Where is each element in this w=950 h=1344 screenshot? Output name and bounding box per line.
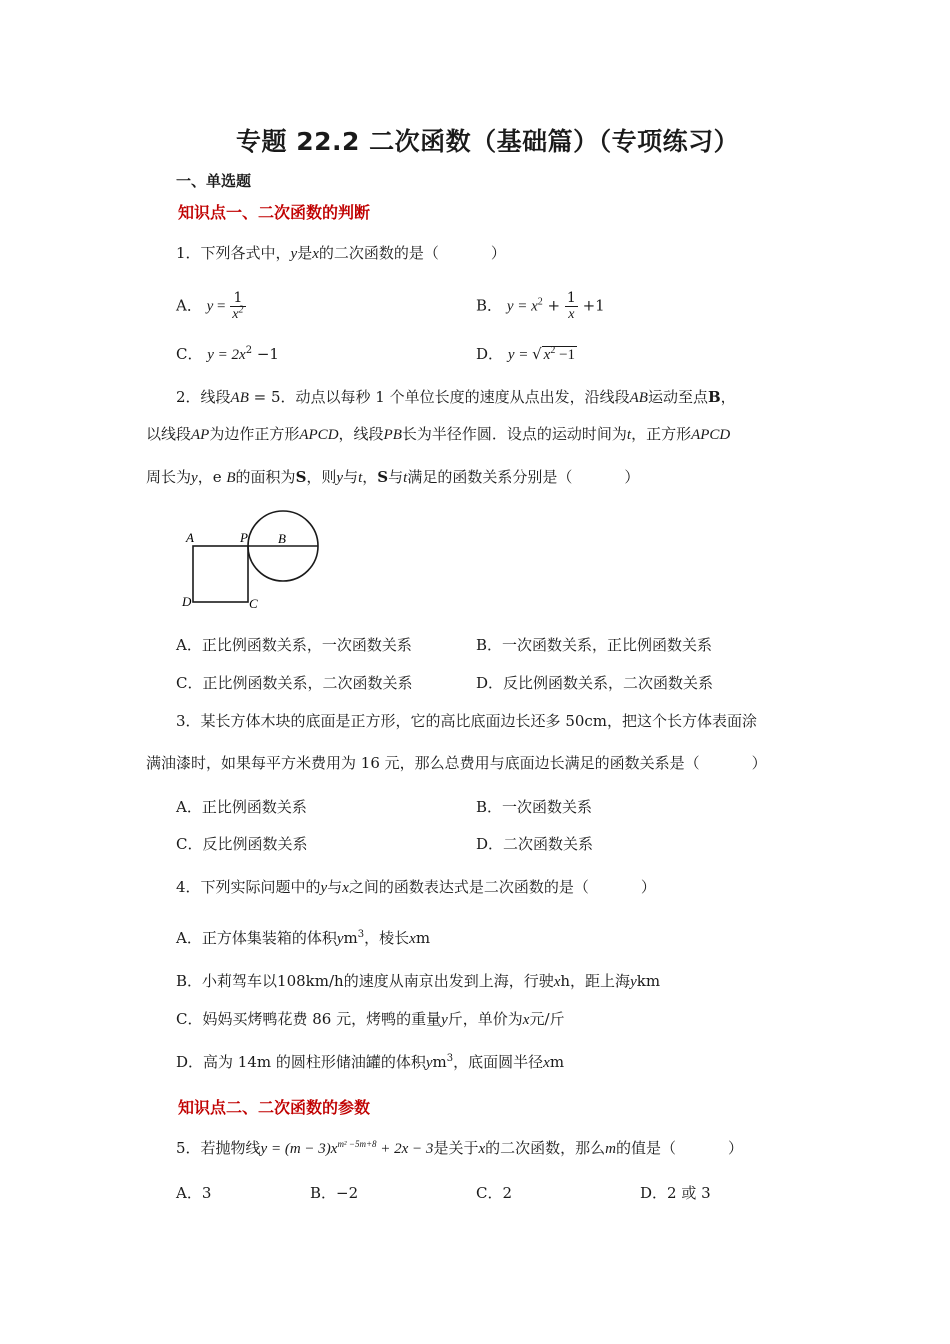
math: x xyxy=(342,880,349,896)
circle-symbol: e xyxy=(212,468,222,486)
label-b: B xyxy=(278,531,286,546)
math: y xyxy=(336,931,344,947)
exponent: 2 xyxy=(238,304,244,316)
q5-option-c[interactable]: C．2 xyxy=(476,1184,513,1202)
q2-text: 的面积为 xyxy=(235,468,296,486)
q4-text: 斤，单价为 xyxy=(447,1010,523,1028)
q5-text: 的二次函数，那么 xyxy=(485,1139,606,1157)
math: +1 xyxy=(577,296,605,315)
math: t xyxy=(358,470,363,486)
math: x xyxy=(478,1141,486,1157)
math: PB xyxy=(383,427,402,443)
math: −1 xyxy=(252,345,279,363)
math: y xyxy=(630,974,637,990)
math: S xyxy=(295,468,307,486)
q1-option-c[interactable] xyxy=(176,343,279,364)
q4-text: 之间的函数表达式是二次函数的是（ xyxy=(348,878,589,896)
option-label: C． xyxy=(176,345,203,363)
math: m xyxy=(605,1141,616,1157)
math: y = 2x xyxy=(207,347,246,363)
q3-close-paren: ） xyxy=(751,754,767,772)
q4-text: ，底面圆半径 xyxy=(453,1053,544,1071)
math: + xyxy=(542,296,561,315)
option-label: B． xyxy=(476,296,503,315)
q2-option-b[interactable]: B．一次函数关系，正比例函数关系 xyxy=(476,636,713,654)
q2-text: 满足的函数关系分别是（ xyxy=(407,468,573,486)
q4-option-d[interactable] xyxy=(176,1051,564,1072)
q4-text: 的速度从南京出发到上海，行驶 xyxy=(343,972,554,990)
unit: m xyxy=(549,1053,565,1071)
q2-text: 为边作正方形 xyxy=(209,425,300,443)
q4-close-paren: ） xyxy=(640,878,656,896)
question-5-stem xyxy=(176,1137,743,1158)
q2-option-d[interactable]: D．反比例函数关系，二次函数关系 xyxy=(476,674,714,692)
question-3-line-1: 3．某长方体木块的底面是正方形，它的高比底面边长还多 50cm，把这个长方体表面涂 xyxy=(176,712,758,730)
exponent: 2 xyxy=(245,345,253,356)
sqrt-sign: √ xyxy=(532,345,542,363)
exponent: m² −5m+8 xyxy=(337,1139,377,1149)
q4-text: 元/斤 xyxy=(529,1010,565,1028)
q2-close-paren: ） xyxy=(624,468,640,486)
q1-option-d[interactable] xyxy=(476,343,577,364)
exponent: 2 xyxy=(537,296,543,308)
q1-option-a[interactable] xyxy=(176,290,246,323)
math: y = (m − 3)x xyxy=(260,1141,338,1157)
numerator: 1 xyxy=(566,290,576,306)
math: + 2x − 3 xyxy=(376,1141,434,1157)
unit: m xyxy=(415,929,431,947)
q4-text: A．正方体集装箱的体积 xyxy=(176,929,337,947)
denominator: x xyxy=(568,307,575,322)
exponent: 3 xyxy=(357,929,365,940)
question-1-stem xyxy=(176,242,506,263)
q2-text: ， xyxy=(197,468,213,486)
label-a: A xyxy=(186,530,194,545)
math: AP xyxy=(191,427,210,443)
q5-option-b[interactable]: B．−2 xyxy=(310,1184,359,1202)
q4-text: C．妈妈买烤鸭花费 86 元，烤鸭的重量 xyxy=(176,1010,442,1028)
question-2-line-2 xyxy=(146,423,730,444)
unit: m xyxy=(432,1053,447,1071)
math: S xyxy=(377,468,389,486)
q4-option-b[interactable] xyxy=(176,970,660,991)
q2-text: ， xyxy=(720,388,736,406)
den-var: x xyxy=(232,307,239,322)
page-title: 专题 22.2 二次函数（基础篇）（专项练习） xyxy=(236,127,740,156)
math: B xyxy=(707,388,721,406)
math: B xyxy=(226,470,236,486)
fraction xyxy=(565,290,578,323)
math: y xyxy=(506,298,514,315)
q5-close-paren: ） xyxy=(728,1139,744,1157)
q4-text: h，距上海 xyxy=(560,972,631,990)
q2-text: 以线段 xyxy=(146,425,192,443)
label-p: P xyxy=(240,530,248,545)
exponent: 3 xyxy=(446,1053,454,1064)
q2-text: ， xyxy=(362,468,378,486)
question-3-line-2 xyxy=(146,752,767,773)
math: x xyxy=(553,974,561,990)
label-c: C xyxy=(249,596,258,611)
math: t xyxy=(403,470,408,486)
q5-text: 5．若抛物线 xyxy=(176,1139,261,1157)
q1-text: 的二次函数的是（ xyxy=(318,244,439,262)
option-label: D． xyxy=(476,345,504,363)
math: = xyxy=(213,298,226,315)
q1-text: 是 xyxy=(297,244,313,262)
question-4-stem xyxy=(176,876,656,897)
q2-text: ，正方形 xyxy=(631,425,692,443)
math: x xyxy=(409,931,416,947)
q4-text: ，棱长 xyxy=(364,929,410,947)
q4-option-c[interactable] xyxy=(176,1008,565,1029)
q4-text: B．小莉驾车以 xyxy=(176,972,278,990)
math: y xyxy=(191,470,198,486)
q2-option-c[interactable]: C．正比例函数关系，二次函数关系 xyxy=(176,674,413,692)
q2-text: ，则 xyxy=(306,468,337,486)
square-apcd xyxy=(193,546,248,602)
exponent: 2 xyxy=(550,345,556,356)
q4-option-a[interactable] xyxy=(176,927,430,948)
q2-text: 2．线段 xyxy=(176,388,231,406)
q2-text: ，线段 xyxy=(338,425,384,443)
sqrt-body xyxy=(542,346,577,363)
math: AB xyxy=(230,390,249,406)
q2-text: 与 xyxy=(388,468,404,486)
knowledge-point-2: 知识点二、二次函数的参数 xyxy=(178,1098,371,1117)
math: y xyxy=(336,470,344,486)
q4-text: 4．下列实际问题中的 xyxy=(176,878,321,896)
numerator: 1 xyxy=(230,290,245,307)
math: APCD xyxy=(691,427,731,443)
math: x xyxy=(522,1012,530,1028)
q4-text: 与 xyxy=(327,878,343,896)
math: y xyxy=(425,1055,433,1071)
q2-option-a[interactable]: A．正比例函数关系，一次函数关系 xyxy=(176,636,412,654)
math: y = xyxy=(507,347,533,363)
q3-option-b[interactable]: B．一次函数关系 xyxy=(476,798,593,816)
q5-text: 是关于 xyxy=(433,1139,479,1157)
question-2-line-3 xyxy=(146,466,639,487)
math: x xyxy=(543,1055,550,1071)
q4-text: D．高为 14m 的圆柱形储油罐的体积 xyxy=(176,1053,426,1071)
q5-text: 的值是（ xyxy=(615,1139,676,1157)
unit: km xyxy=(636,972,661,990)
math: y xyxy=(441,1012,448,1028)
q5-option-d[interactable]: D．2 或 3 xyxy=(640,1184,711,1202)
q1-text: 1．下列各式中， xyxy=(176,244,291,262)
math: = x xyxy=(513,298,538,315)
label-d: D xyxy=(182,594,192,609)
question-2-line-1 xyxy=(176,386,736,407)
q1-var-y: y xyxy=(290,246,298,262)
q3-option-d[interactable]: D．二次函数关系 xyxy=(476,835,594,853)
q3-option-c[interactable]: C．反比例函数关系 xyxy=(176,835,308,853)
q2-text: 周长为 xyxy=(146,468,192,486)
square-circle-figure xyxy=(170,505,330,615)
q2-text: 运动至点 xyxy=(647,388,708,406)
math: y xyxy=(320,880,328,896)
q3-text: 满油漆时，如果每平方米费用为 16 元，那么总费用与底面边长满足的函数关系是（ xyxy=(146,754,700,772)
denominator xyxy=(230,304,245,323)
math: AB xyxy=(629,390,648,406)
q2-text: 与 xyxy=(343,468,359,486)
q2-text: 长为半径作圆．设点的运动时间为 xyxy=(401,425,627,443)
q1-close-paren: ） xyxy=(490,244,506,262)
math: t xyxy=(626,427,632,443)
q1-var-x: x xyxy=(312,246,319,262)
fraction xyxy=(230,290,245,323)
speed-value: 108km/h xyxy=(277,972,344,990)
q5-option-a[interactable]: A．3 xyxy=(176,1184,212,1202)
q2-text: = 5．动点以每秒 1 个单位长度的速度从点出发，沿线段 xyxy=(248,388,630,406)
knowledge-point-1: 知识点一、二次函数的判断 xyxy=(178,203,371,222)
math: x xyxy=(543,347,551,363)
math: y xyxy=(206,298,214,315)
option-label: A． xyxy=(176,296,202,315)
math: APCD xyxy=(299,427,339,443)
q3-option-a[interactable]: A．正比例函数关系 xyxy=(176,798,307,816)
math: −1 xyxy=(555,347,576,363)
unit: m xyxy=(343,929,358,947)
section-heading: 一、单选题 xyxy=(176,172,252,190)
q1-option-b[interactable] xyxy=(476,290,605,323)
